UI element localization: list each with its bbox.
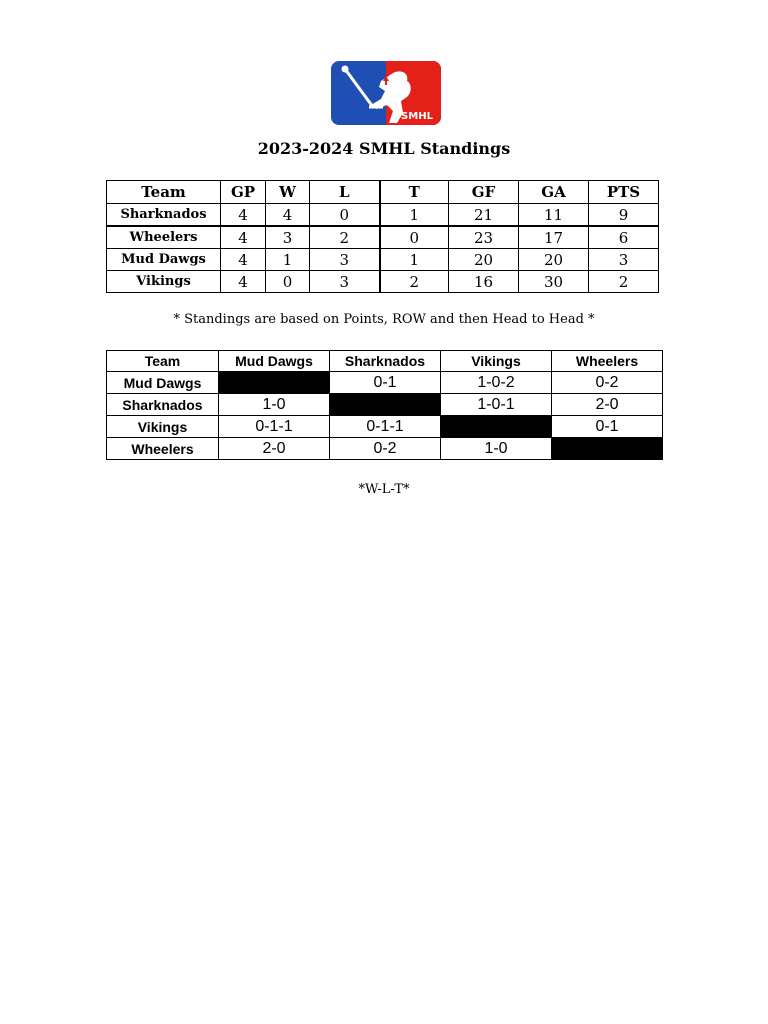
record-cell: 0-1: [552, 416, 663, 438]
ga-value: 30: [519, 271, 589, 293]
header-w: W: [266, 181, 310, 204]
standings-note: * Standings are based on Points, ROW and then Head to Head *: [173, 312, 595, 327]
ga-value: 20: [519, 249, 589, 271]
record-cell: 1-0-1: [441, 394, 552, 416]
gp-value: 4: [221, 226, 266, 249]
table-row: [107, 226, 659, 249]
team-name: Sharknados: [107, 394, 219, 416]
header-pts: PTS: [589, 181, 659, 204]
record-cell: 1-0-2: [441, 372, 552, 394]
w-value: 1: [266, 249, 310, 271]
h2h-header-sharknados: Sharknados: [330, 351, 441, 372]
record-legend: *W-L-T*: [358, 482, 410, 497]
standings-header-row: [107, 181, 659, 204]
table-row: [107, 271, 659, 293]
record-cell: 0-2: [552, 372, 663, 394]
ga-value: 17: [519, 226, 589, 249]
h2h-header-row: [107, 351, 663, 372]
h2h-header-wheelers: Wheelers: [552, 351, 663, 372]
t-value: 0: [380, 226, 449, 249]
team-name: Mud Dawgs: [107, 372, 219, 394]
team-name: Vikings: [107, 271, 221, 293]
gp-value: 4: [221, 249, 266, 271]
table-row: [107, 438, 663, 460]
w-value: 3: [266, 226, 310, 249]
pts-value: 2: [589, 271, 659, 293]
header-ga: GA: [519, 181, 589, 204]
self-matchup-cell: [441, 416, 552, 438]
header-team: Team: [107, 181, 221, 204]
w-value: 0: [266, 271, 310, 293]
svg-text:SMHL: SMHL: [401, 111, 433, 122]
team-name: Wheelers: [107, 438, 219, 460]
t-value: 1: [380, 249, 449, 271]
head-to-head-table: [106, 350, 663, 460]
pts-value: 9: [589, 204, 659, 227]
header-l: L: [310, 181, 380, 204]
gp-value: 4: [221, 271, 266, 293]
table-row: [107, 372, 663, 394]
record-cell: 2-0: [552, 394, 663, 416]
h2h-header-vikings: Vikings: [441, 351, 552, 372]
record-cell: 0-1: [330, 372, 441, 394]
record-cell: 0-1-1: [330, 416, 441, 438]
table-row: [107, 249, 659, 271]
gf-value: 16: [449, 271, 519, 293]
self-matchup-cell: [219, 372, 330, 394]
standings-table: [106, 180, 659, 293]
smhl-logo: [331, 61, 441, 125]
record-cell: 1-0: [441, 438, 552, 460]
l-value: 0: [310, 204, 380, 227]
record-cell: 0-2: [330, 438, 441, 460]
team-name: Wheelers: [107, 226, 221, 249]
gf-value: 20: [449, 249, 519, 271]
header-gp: GP: [221, 181, 266, 204]
l-value: 3: [310, 271, 380, 293]
self-matchup-cell: [552, 438, 663, 460]
record-cell: 1-0: [219, 394, 330, 416]
t-value: 1: [380, 204, 449, 227]
gf-value: 21: [449, 204, 519, 227]
h2h-header-team: Team: [107, 351, 219, 372]
gp-value: 4: [221, 204, 266, 227]
team-name: Sharknados: [107, 204, 221, 227]
header-t: T: [380, 181, 449, 204]
header-gf: GF: [449, 181, 519, 204]
pts-value: 3: [589, 249, 659, 271]
ga-value: 11: [519, 204, 589, 227]
record-cell: 2-0: [219, 438, 330, 460]
t-value: 2: [380, 271, 449, 293]
l-value: 3: [310, 249, 380, 271]
table-row: [107, 394, 663, 416]
w-value: 4: [266, 204, 310, 227]
self-matchup-cell: [330, 394, 441, 416]
l-value: 2: [310, 226, 380, 249]
h2h-header-mud-dawgs: Mud Dawgs: [219, 351, 330, 372]
team-name: Vikings: [107, 416, 219, 438]
gf-value: 23: [449, 226, 519, 249]
team-name: Mud Dawgs: [107, 249, 221, 271]
table-row: [107, 416, 663, 438]
pts-value: 6: [589, 226, 659, 249]
table-row: [107, 204, 659, 227]
record-cell: 0-1-1: [219, 416, 330, 438]
page-title: 2023-2024 SMHL Standings: [257, 139, 511, 158]
